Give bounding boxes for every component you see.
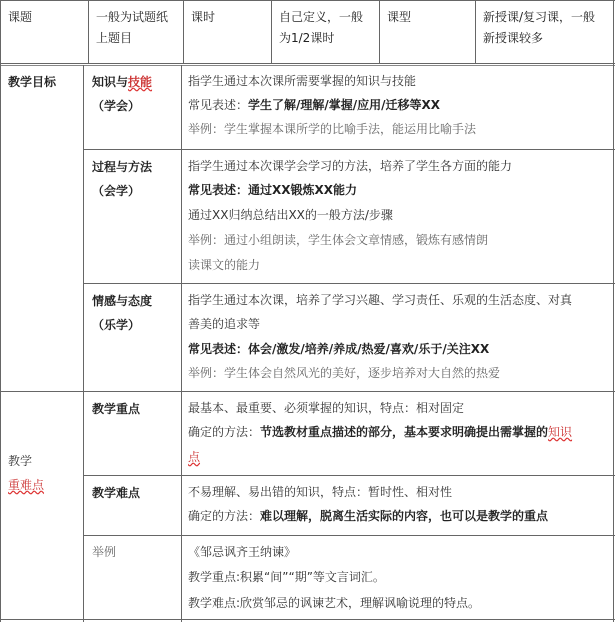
important-line1: 最基本、最重要、必须掌握的知识，特点：相对固定 <box>188 401 465 415</box>
important-line3: 点 <box>188 450 201 464</box>
header-hours-value: 自己定义，一般 为1/2课时 <box>279 10 364 45</box>
difficult-line1: 不易理解、易出错的知识，特点：暂时性、相对性 <box>188 485 453 499</box>
grid-line <box>0 619 615 620</box>
attitude-line2: 善美的追求等 <box>188 317 261 331</box>
knowledge-line3: 举例：学生掌握本课所学的比喻手法，能运用比喻手法 <box>188 122 477 136</box>
keypoints-label-2: 重难点 <box>8 478 45 492</box>
grid-line <box>0 63 615 64</box>
difficult-line2: 确定的方法：难以理解，脱离生活实际的内容，也可以是教学的重点 <box>188 509 549 523</box>
attitude-line3: 常见表述：体会/激发/培养/养成/热爱/喜欢/乐于/关注XX <box>188 342 490 356</box>
grid-line <box>83 283 615 284</box>
grid-line <box>181 65 182 622</box>
attitude-title: 情感与态度 <box>92 294 153 308</box>
header-topic-label: 课题 <box>8 10 33 24</box>
knowledge-line2: 常见表述：学生了解/理解/掌握/应用/迁移等XX <box>188 98 441 112</box>
important-line2: 确定的方法：节选教材重点描述的部分，基本要求明确提出需掌握的知识 <box>188 425 573 439</box>
attitude-line1: 指学生通过本次课，培养了学习兴趣、学习责任、乐观的生活态度、对真 <box>188 293 573 307</box>
grid-line <box>613 0 614 622</box>
process-title: 过程与方法 <box>92 160 153 174</box>
knowledge-line1: 指学生通过本次课所需要掌握的知识与技能 <box>188 74 417 88</box>
header-hours-label: 课时 <box>191 10 216 24</box>
goals-label: 教学目标 <box>8 75 57 89</box>
header-type-value: 新授课/复习课，一般 新授课较多 <box>483 10 596 45</box>
grid-line <box>0 65 615 66</box>
grid-line <box>271 0 272 64</box>
process-sub: （会学） <box>92 184 141 198</box>
grid-line <box>83 149 615 150</box>
attitude-sub: （乐学） <box>92 318 141 332</box>
process-line5: 读课文的能力 <box>188 258 261 272</box>
example-line2: 教学重点:积累“间”“期”等文言词汇。 <box>188 570 385 584</box>
grid-line <box>83 475 615 476</box>
grid-line <box>0 0 615 1</box>
attitude-line4: 举例：学生体会自然风光的美好，逐步培养对大自然的热爱 <box>188 366 501 380</box>
difficult-title: 教学难点 <box>92 486 141 500</box>
grid-line <box>83 535 615 536</box>
process-line4: 举例：通过小组朗读，学生体会文章情感，锻炼有感情朗 <box>188 233 489 247</box>
grid-line <box>183 0 184 64</box>
header-topic-value: 一般为试题纸 上题目 <box>96 10 169 45</box>
process-line1: 指学生通过本次课学会学习的方法，培养了学生各方面的能力 <box>188 159 513 173</box>
example-line3: 教学难点:欣赏邹忌的讽谏艺术，理解讽喻说理的特点。 <box>188 596 481 610</box>
process-line2: 常见表述：通过XX锻炼XX能力 <box>188 183 358 197</box>
process-line3: 通过XX归纳总结出XX的一般方法/步骤 <box>188 208 393 222</box>
example-line1: 《邹忌讽齐王纳谏》 <box>188 545 297 559</box>
important-title: 教学重点 <box>92 402 141 416</box>
grid-line <box>83 65 84 622</box>
grid-line <box>379 0 380 64</box>
grid-line <box>0 0 1 622</box>
header-type-label: 课型 <box>387 10 412 24</box>
grid-line <box>0 391 615 392</box>
grid-line <box>475 0 476 64</box>
grid-line <box>88 0 89 64</box>
example-title: 举例 <box>92 545 117 559</box>
knowledge-title: 知识与技能 <box>92 75 153 89</box>
header-row <box>0 0 615 63</box>
knowledge-sub: （学会） <box>92 99 141 113</box>
keypoints-label-1: 教学 <box>8 454 33 468</box>
